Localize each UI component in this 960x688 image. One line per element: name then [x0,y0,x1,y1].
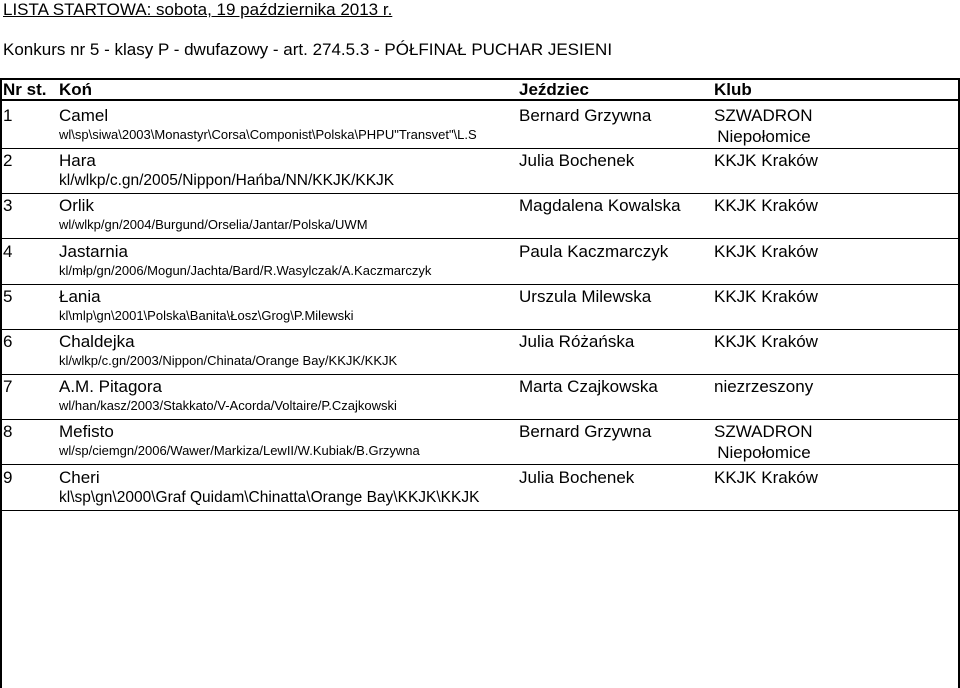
club-name: SZWADRON [714,422,813,442]
club-name: KKJK Kraków [714,241,818,261]
column-header-club: Klub [714,80,752,99]
start-number: 4 [3,241,13,261]
start-number: 3 [3,196,13,216]
column-header-nr: Nr st. [3,80,47,99]
horse-details: wl/sp/ciemgn/2006/Wawer/Markiza/LewII/W.Kubiak/B.Grzywna [59,443,420,459]
horse-details: kl\sp\gn\2000\Graf Quidam\Chinatta\Orange Bay\KKJK\KKJK [59,488,480,506]
horse-name: Hara [59,151,96,171]
horse-name: Jastarnia [59,241,128,261]
horse-details: kl/wlkp/c.gn/2003/Nippon/Chinata/Orange Bay/KKJK/KKJK [59,353,398,368]
rider-name: Julia Bochenek [519,151,635,171]
row-separator [0,464,960,465]
rider-name: Julia Różańska [519,332,635,351]
horse-details: wl/wlkp/gn/2004/Burgund/Orselia/Jantar/Polska/UWM [59,217,368,233]
left-border [0,78,2,688]
column-header-rider: Jeździec [519,80,589,99]
horse-details: wl\sp\siwa\2003\Monastyr\Corsa\Componist\Polska\PHPU"Transvet"\L.S [59,127,477,142]
club-name: KKJK Kraków [714,196,818,216]
row-separator [0,148,960,149]
table-header-rule [0,99,960,101]
column-header-horse: Koń [59,80,93,99]
rider-name: Bernard Grzywna [519,106,652,125]
club-name: KKJK Kraków [714,151,818,171]
rider-name: Magdalena Kowalska [519,196,681,216]
rider-name: Bernard Grzywna [519,422,652,442]
horse-details: kl/młp/gn/2006/Mogun/Jachta/Bard/R.Wasylczak/A.Kaczmarczyk [59,262,432,278]
rider-name: Paula Kaczmarczyk [519,241,669,261]
horse-name: A.M. Pitagora [59,377,162,397]
club-location: Niepołomice [717,443,811,463]
horse-details: kl/wlkp/c.gn/2005/Nippon/Hańba/NN/KKJK/KKJK [59,172,395,190]
row-separator [0,329,960,330]
row-separator [0,193,960,194]
club-name: KKJK Kraków [714,332,818,351]
start-number: 5 [3,286,13,306]
rider-name: Marta Czajkowska [519,377,658,397]
club-name: KKJK Kraków [714,467,818,487]
rider-name: Urszula Milewska [519,286,652,306]
page-title: LISTA STARTOWA: sobota, 19 października 2013 r. [3,0,393,19]
club-name: KKJK Kraków [714,286,818,306]
horse-details: wl/han/kasz/2003/Stakkato/V-Acorda/Voltaire/P.Czajkowski [59,398,397,414]
club-location: Niepołomice [717,127,811,146]
row-separator [0,238,960,239]
row-separator [0,510,960,511]
rider-name: Julia Bochenek [519,467,635,487]
start-number: 8 [3,422,13,442]
start-number: 9 [3,467,13,487]
horse-name: Łania [59,286,101,306]
horse-name: Chaldejka [59,332,135,351]
start-number: 2 [3,151,13,171]
club-name: niezrzeszony [714,377,814,397]
horse-name: Orlik [59,196,94,216]
start-number: 1 [3,106,13,125]
row-separator [0,374,960,375]
row-separator [0,284,960,285]
start-number: 7 [3,377,13,397]
horse-name: Cheri [59,467,100,487]
horse-name: Camel [59,106,109,125]
club-name: SZWADRON [714,106,813,125]
start-number: 6 [3,332,13,351]
table-top-rule [0,78,960,80]
horse-name: Mefisto [59,422,114,442]
horse-details: kl\mlp\gn\2001\Polska\Banita\Łosz\Grog\P.Milewski [59,307,354,323]
row-separator [0,419,960,420]
competition-title: Konkurs nr 5 - klasy P - dwufazowy - art. 274.5.3 - PÓŁFINAŁ PUCHAR JESIENI [3,40,613,59]
